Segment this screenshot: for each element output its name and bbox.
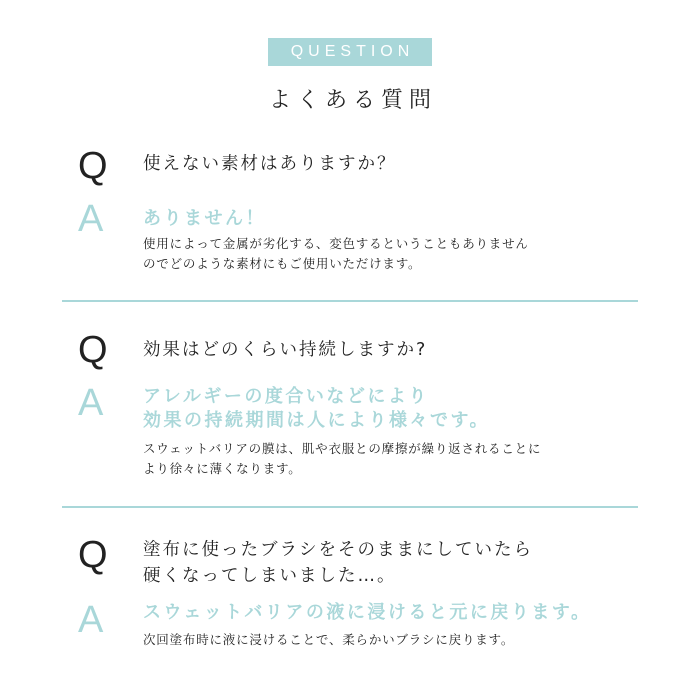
answer-body-line: スウェットバリアの膜は、肌や衣服との摩擦が繰り返されることに <box>143 441 542 456</box>
question-line: 硬くなってしまいました…。 <box>143 566 397 586</box>
answer-heading <box>143 385 643 433</box>
answer-heading-line: スウェットバリアの液に浸けると元に戻ります。 <box>143 602 592 623</box>
answer-heading <box>143 207 643 231</box>
page-title: よくある質問 <box>268 88 437 113</box>
q-label: Q <box>78 534 108 576</box>
answer-body-line: 次回塗布時に液に浸けることで、柔らかいブラシに戻ります。 <box>143 632 515 647</box>
question-text <box>143 337 643 363</box>
answer-heading-line: アレルギーの度合いなどにより <box>143 386 429 407</box>
question-line: 使えない素材はありますか？ <box>143 154 397 174</box>
answer-body-line: 使用によって金属が劣化する、変色するということもありません <box>143 236 529 251</box>
answer-heading-line: 効果の持続期間は人により様々です。 <box>143 410 491 431</box>
answer-body-line: より徐々に薄くなります。 <box>143 461 302 476</box>
q-label: Q <box>78 329 108 371</box>
answer-heading <box>143 601 643 625</box>
question-line: 効果はどのくらい持続しますか? <box>143 340 428 360</box>
answer-body <box>143 234 643 274</box>
a-label: A <box>78 382 104 424</box>
answer-body <box>143 439 643 479</box>
section-divider <box>62 300 638 302</box>
section-divider <box>62 506 638 508</box>
question-line: 塗布に使ったブラシをそのままにしていたら <box>143 540 533 560</box>
a-label: A <box>78 599 104 641</box>
question-badge: QUESTION <box>268 38 432 66</box>
faq-header <box>0 38 700 114</box>
q-label: Q <box>78 145 108 187</box>
answer-body-line: のでどのような素材にもご使用いただけます。 <box>143 256 422 271</box>
question-text <box>143 151 643 177</box>
answer-body <box>143 630 643 650</box>
answer-heading-line: ありません！ <box>143 208 266 229</box>
a-label: A <box>78 198 104 240</box>
question-text <box>143 537 643 589</box>
